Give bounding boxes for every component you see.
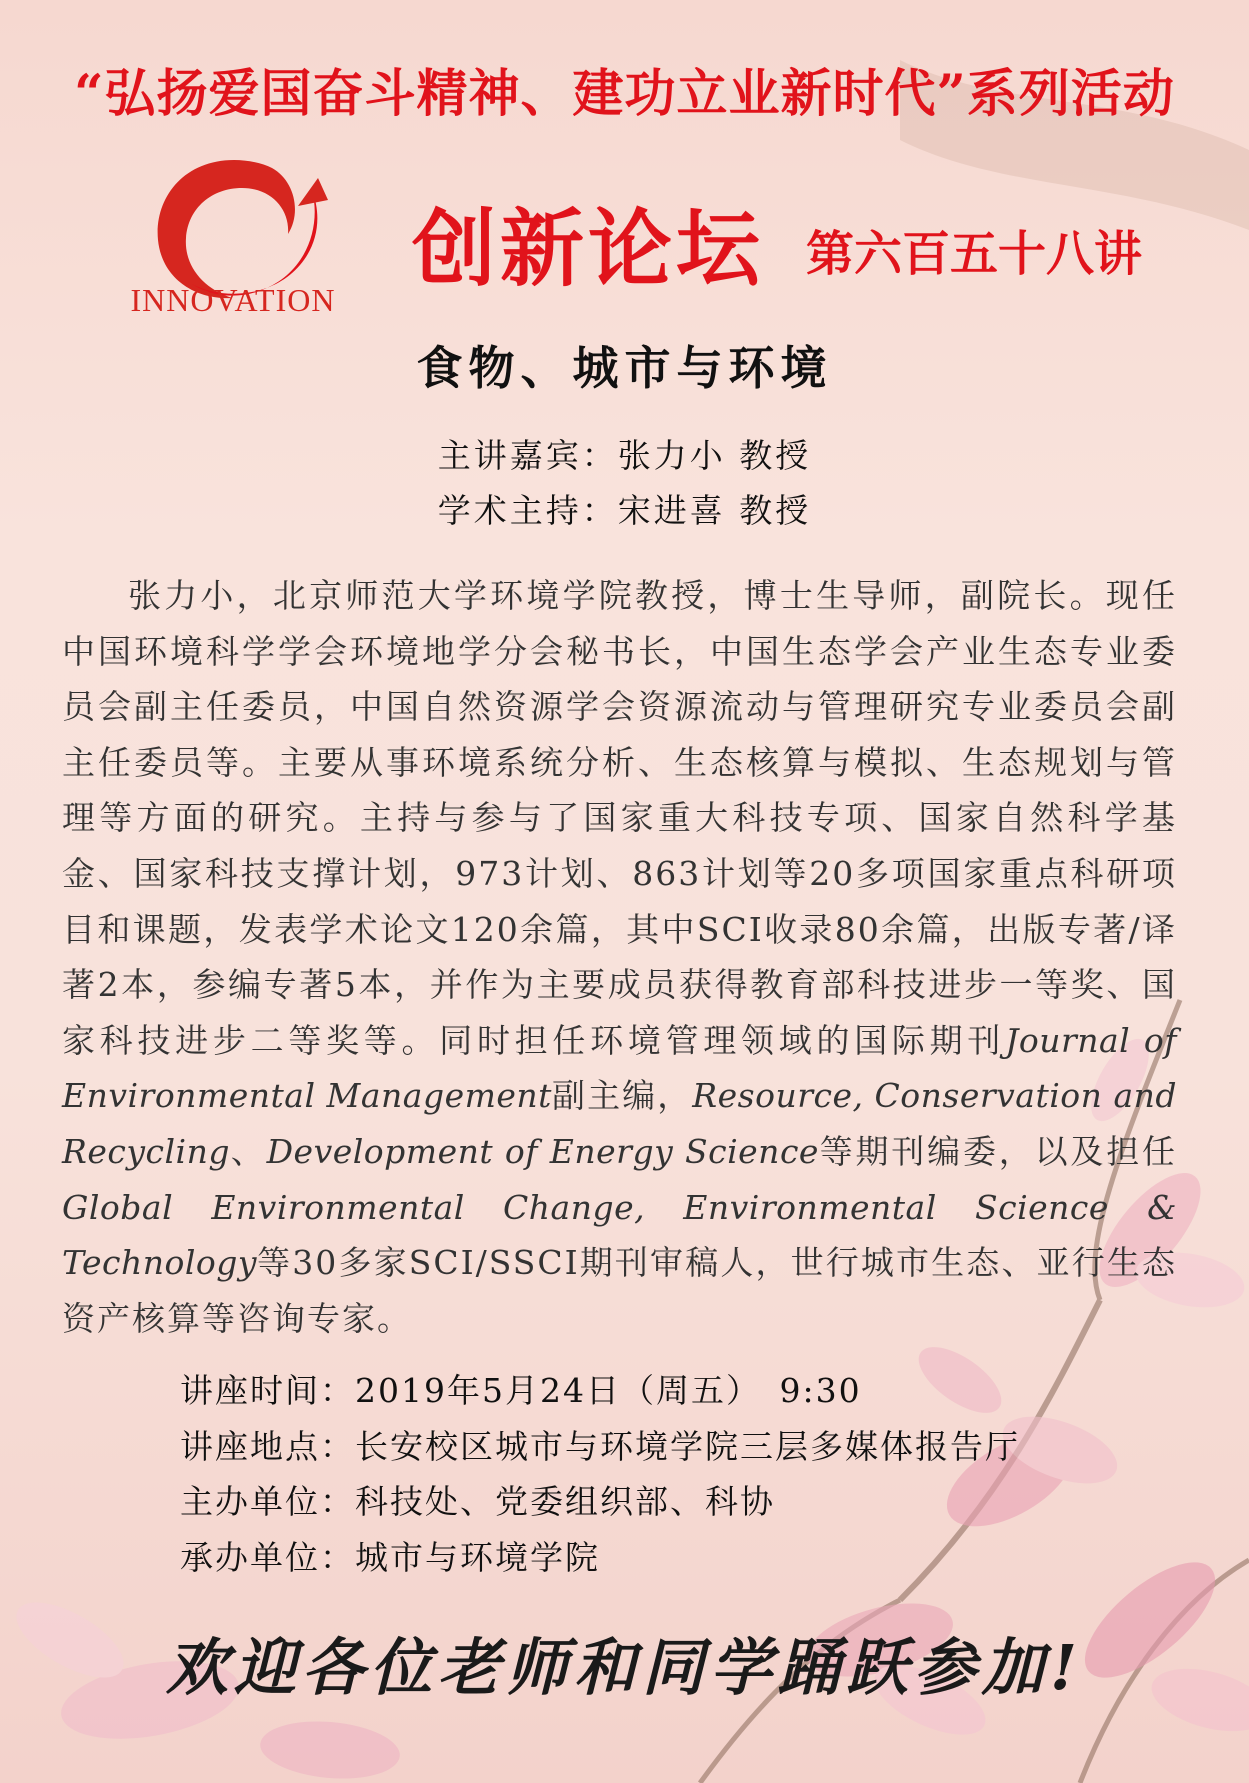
talk-title: 食物、城市与环境 <box>416 341 833 395</box>
lecture-number: 第六百五十八讲 <box>806 226 1143 282</box>
welcome-message: 欢迎各位老师和同学踊跃参加! <box>165 1631 1084 1704</box>
logo-text: INNOVATION <box>130 282 336 318</box>
bio-text: 副主编， <box>551 1076 693 1116</box>
journal-name: Journal of Environmental Management <box>62 1020 1177 1116</box>
host-line: 学术主持：宋进喜 教授 <box>437 491 812 530</box>
lecture-info <box>180 1363 1140 1585</box>
bio-text: 、 <box>229 1131 267 1171</box>
bio-text: 等期刊编委，以及担任 <box>818 1131 1177 1171</box>
co-organizer: 承办单位：城市与环境学院 <box>180 1537 600 1577</box>
organizer: 主办单位：科技处、党委组织部、科协 <box>180 1482 775 1521</box>
journal-name: Development of Energy Science <box>266 1131 819 1171</box>
speaker-bio <box>62 568 1177 1346</box>
lecture-location: 讲座地点：长安校区城市与环境学院三层多媒体报告厅 <box>180 1426 1020 1466</box>
bio-text: 张力小，北京师范大学环境学院教授，博士生导师，副院长。现任中国环境科学学会环境地学分会秘书长，中国生态学会产业生态专业委员会副主任委员，中国自然资源学会资源流动与管理研究专业委员会副主任委员等。主要从事环境系统分析、生态核算与模拟、生态规划与管理等方面的研究。主持与参与了国家重大科技专项、国家自然科学基金、国家科技支撑计划，973计划、863计划等20多项国家重点科研项目和课题，发表学术论文120余篇，其中SCI收录80余篇，出版专著/译著2本，参编专著5本，并作为主要成员获得教育部科技进步一等奖、国家科技进步二等奖等。同时担任环境管理领域的国际期刊 <box>62 576 1177 1060</box>
series-title: “弘扬爱国奋斗精神、建功立业新时代”系列活动 <box>74 64 1175 124</box>
bio-text: 等30多家SCI/SSCI期刊审稿人，世行城市生态、亚行生态资产核算等咨询专家。 <box>62 1243 1177 1338</box>
forum-title: 创新论坛 <box>412 199 765 298</box>
journal-name: Resource, Conservation and Recycling <box>62 1076 1177 1171</box>
speaker-line: 主讲嘉宾：张力小 教授 <box>437 436 812 475</box>
lecture-time: 讲座时间：2019年5月24日（周五） 9:30 <box>180 1371 862 1410</box>
journal-name: Global Environmental Change, Environmental Science & Technology <box>62 1187 1177 1283</box>
